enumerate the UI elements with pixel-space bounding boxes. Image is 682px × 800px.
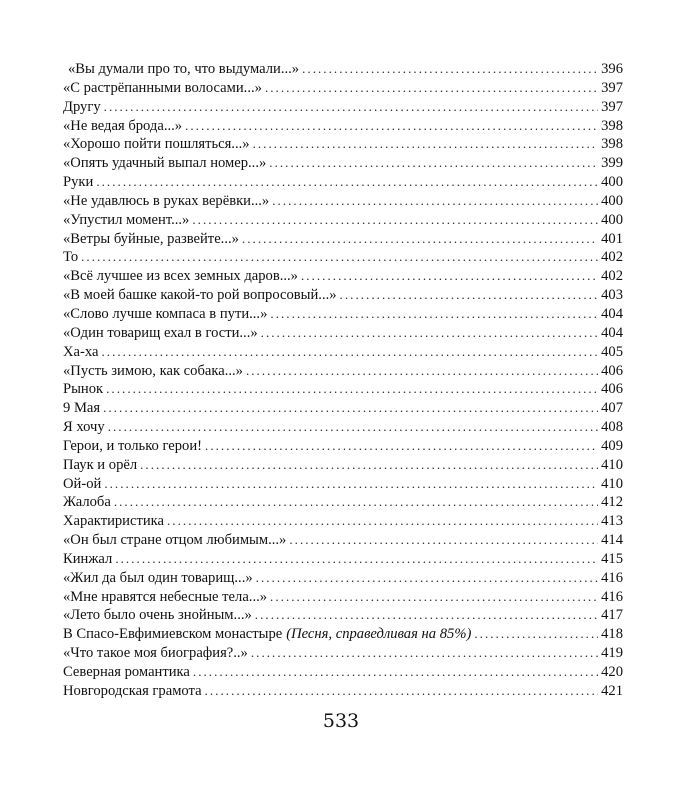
toc-entry-page: 403 [601, 287, 623, 304]
dot-leader [81, 248, 598, 267]
dot-leader [185, 117, 598, 136]
dot-leader [192, 211, 598, 230]
dot-leader [140, 456, 598, 475]
toc-entry-title [63, 531, 286, 550]
toc-entry-title-text: Характиристика [63, 513, 164, 530]
dot-leader [251, 644, 598, 663]
toc-entry-title-text: Я хочу [63, 419, 105, 436]
toc-entry [63, 625, 623, 644]
toc-entry-title [63, 606, 252, 625]
toc-entry [63, 79, 623, 98]
toc-entry [63, 550, 623, 569]
dot-leader [255, 606, 598, 625]
toc-entry-title-text: «Не ведая брода...» [63, 117, 183, 134]
toc-entry [63, 606, 623, 625]
table-of-contents [63, 60, 623, 701]
dot-leader [193, 663, 598, 682]
toc-entry-title [63, 248, 78, 267]
toc-entry-title [63, 211, 189, 230]
toc-entry [63, 531, 623, 550]
toc-entry [63, 475, 623, 494]
toc-entry-title-text: «С растрёпанными волосами...» [63, 79, 262, 96]
toc-entry [63, 324, 623, 343]
toc-entry-title [63, 588, 267, 607]
toc-entry-title [63, 493, 111, 512]
toc-entry-title-text: Ха-ха [63, 343, 99, 360]
toc-entry-note: (Песня, справедливая на 85%) [286, 626, 472, 643]
toc-entry [63, 663, 623, 682]
toc-entry-page: 404 [601, 324, 623, 341]
dot-leader [474, 625, 598, 644]
toc-entry-title-text: Герои, и только герои! [63, 437, 203, 454]
dot-leader [269, 154, 598, 173]
dot-leader [101, 343, 598, 362]
toc-entry-title [63, 399, 100, 418]
toc-entry-title-text: «Жил да был один товарищ...» [63, 569, 253, 586]
toc-entry-title [63, 324, 258, 343]
toc-entry-title-text: 9 Мая [63, 400, 101, 417]
toc-entry-title-text: Жалоба [63, 494, 111, 511]
toc-entry-title [63, 475, 101, 494]
toc-entry [63, 456, 623, 475]
toc-entry-page: 412 [601, 494, 623, 511]
toc-entry-title-text: Новгородская грамота [63, 682, 202, 699]
dot-leader [167, 512, 598, 531]
toc-entry [63, 380, 623, 399]
dot-leader [301, 267, 598, 286]
toc-entry-title [63, 380, 103, 399]
dot-leader [265, 79, 598, 98]
toc-entry-page: 409 [601, 437, 623, 454]
toc-entry [63, 362, 623, 381]
toc-entry [63, 117, 623, 136]
toc-entry-page: 402 [601, 268, 623, 285]
dot-leader [114, 493, 598, 512]
toc-entry-title [63, 644, 248, 663]
toc-entry-page: 420 [601, 664, 623, 680]
toc-entry-page: 400 [601, 192, 623, 209]
dot-leader [246, 362, 598, 381]
toc-entry-title [63, 550, 112, 569]
toc-entry-title-text: «Упустил момент...» [63, 211, 190, 228]
toc-entry-title-text: Кинжал [63, 550, 113, 567]
toc-entry-page: 417 [601, 607, 623, 624]
toc-entry-page: 397 [601, 79, 623, 96]
toc-entry-page: 418 [601, 626, 623, 643]
toc-entry [63, 267, 623, 286]
toc-entry-page: 407 [601, 400, 623, 417]
toc-entry-title [63, 192, 269, 211]
toc-entry-title [63, 267, 298, 286]
toc-entry [63, 493, 623, 512]
toc-entry-page: 416 [601, 569, 623, 586]
toc-entry-page: 410 [601, 456, 623, 473]
toc-entry-title-text: «Мне нравятся небесные тела...» [63, 588, 268, 605]
toc-entry [63, 343, 623, 362]
toc-entry-page: 402 [601, 249, 623, 266]
toc-entry-page: 400 [601, 211, 623, 228]
dot-leader [103, 399, 598, 418]
toc-entry-page: 401 [601, 230, 623, 247]
toc-entry [63, 248, 623, 267]
dot-leader [205, 437, 598, 456]
dot-leader [340, 286, 598, 305]
toc-entry-title-text: Паук и орёл [63, 456, 138, 473]
toc-entry-title [63, 286, 337, 305]
toc-entry-title-text: «Не удавлюсь в руках верёвки...» [63, 192, 270, 209]
dot-leader [302, 60, 598, 79]
toc-entry [63, 682, 623, 701]
toc-entry-page: 414 [601, 532, 623, 549]
toc-entry-title [63, 173, 93, 192]
toc-entry-title-text: В Спасо-Евфимиевском монастыре [63, 626, 283, 643]
dot-leader [104, 475, 598, 494]
dot-leader [256, 569, 598, 588]
toc-entry-page: 397 [601, 98, 623, 115]
toc-entry-page: 399 [601, 155, 623, 172]
toc-entry-title [63, 135, 250, 154]
toc-entry-title-text: Рынок [63, 381, 104, 398]
dot-leader [242, 230, 598, 249]
toc-entry-title-text: Северная романтика [63, 664, 190, 680]
toc-entry-title-text: Руки [63, 174, 94, 191]
toc-entry-page: 398 [601, 117, 623, 134]
toc-entry-page: 400 [601, 174, 623, 191]
toc-entry-title-text: «Хорошо пойти пошляться...» [63, 136, 250, 153]
toc-entry-page: 406 [601, 381, 623, 398]
page-number: 533 [322, 710, 360, 732]
dot-leader [108, 418, 598, 437]
dot-leader [272, 192, 598, 211]
toc-entry-page: 416 [601, 588, 623, 605]
toc-entry-title-text: «В моей башке какой-то рой вопросовый...» [63, 287, 337, 304]
toc-entry [63, 135, 623, 154]
toc-entry-title-text: «Пусть зимою, как собака...» [63, 362, 243, 379]
toc-entry [63, 173, 623, 192]
dot-leader [104, 98, 598, 117]
toc-entry-page: 419 [601, 645, 623, 662]
toc-entry-title [63, 117, 182, 136]
toc-entry-title [63, 60, 299, 79]
toc-entry-title [63, 305, 267, 324]
toc-entry-page: 415 [601, 550, 623, 567]
toc-entry [63, 399, 623, 418]
toc-entry-title [63, 343, 98, 362]
toc-entry-page: 421 [601, 682, 623, 699]
toc-entry [63, 60, 623, 79]
dot-leader [205, 682, 598, 701]
toc-entry-title-text: Другу [63, 98, 101, 115]
toc-entry-title [63, 569, 253, 588]
toc-entry [63, 192, 623, 211]
toc-entry-title [63, 98, 101, 117]
dot-leader [106, 380, 598, 399]
toc-entry [63, 588, 623, 607]
toc-entry-title-text: «Ветры буйные, развейте...» [63, 230, 239, 247]
dot-leader [261, 324, 598, 343]
toc-entry-title [63, 663, 190, 682]
toc-entry-title [63, 625, 471, 644]
toc-entry-title-text: «Что такое моя биография?..» [63, 645, 248, 662]
toc-entry [63, 98, 623, 117]
toc-entry-page: 404 [601, 305, 623, 322]
toc-entry-title [63, 154, 266, 173]
toc-entry-page: 410 [601, 475, 623, 492]
toc-entry-title-text: «Он был стране отцом любимым...» [63, 532, 287, 549]
toc-entry-page: 398 [601, 136, 623, 153]
toc-entry [63, 418, 623, 437]
toc-entry-page: 406 [601, 362, 623, 379]
toc-entry-title [63, 456, 137, 475]
toc-entry-title-text: «Вы думали про то, что выдумали...» [68, 61, 300, 77]
toc-entry-title-text: «Один товарищ ехал в гости...» [63, 324, 258, 341]
toc-entry-page: 396 [601, 61, 623, 77]
toc-entry-title [63, 682, 202, 701]
toc-entry [63, 305, 623, 324]
toc-entry-title [63, 437, 202, 456]
toc-entry [63, 644, 623, 663]
toc-entry-title-text: «Опять удачный выпал номер...» [63, 155, 267, 172]
dot-leader [289, 531, 598, 550]
toc-entry [63, 154, 623, 173]
toc-entry [63, 437, 623, 456]
toc-entry-title [63, 418, 105, 437]
toc-entry [63, 512, 623, 531]
toc-entry-title [63, 362, 243, 381]
toc-entry-title-text: «Лето было очень знойным...» [63, 607, 252, 624]
toc-entry-title-text: То [63, 249, 79, 266]
dot-leader [115, 550, 598, 569]
toc-entry-title-text: Ой-ой [63, 475, 102, 492]
toc-entry-title [63, 79, 262, 98]
toc-entry-title [63, 512, 164, 531]
dot-leader [270, 305, 598, 324]
toc-entry-title [63, 230, 239, 249]
dot-leader [96, 173, 598, 192]
toc-entry [63, 569, 623, 588]
toc-entry-page: 405 [601, 343, 623, 360]
toc-entry-title-text: «Всё лучшее из всех земных даров...» [63, 268, 298, 285]
dot-leader [270, 588, 598, 607]
toc-entry-page: 413 [601, 513, 623, 530]
toc-entry [63, 230, 623, 249]
toc-entry-page: 408 [601, 419, 623, 436]
dot-leader [253, 135, 598, 154]
toc-entry [63, 211, 623, 230]
toc-entry [63, 286, 623, 305]
toc-entry-title-text: «Слово лучше компаса в пути...» [63, 305, 268, 322]
